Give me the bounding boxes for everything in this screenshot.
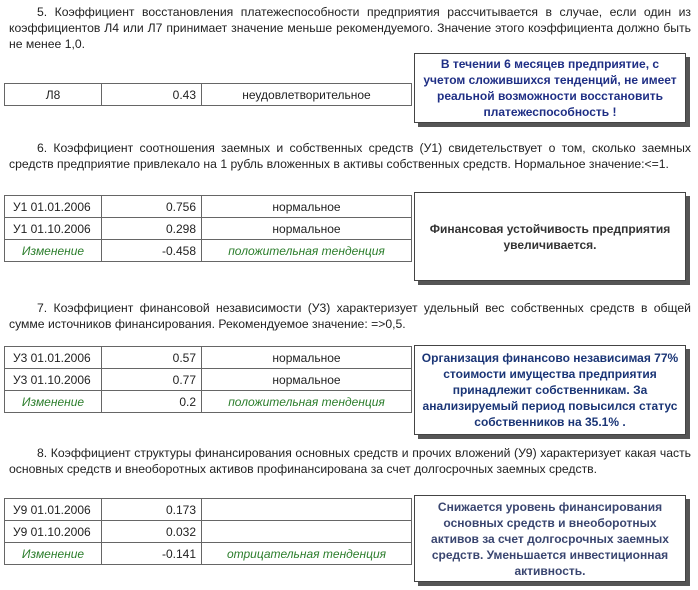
section-5-text <box>9 4 691 52</box>
row-value: 0.756 <box>102 196 202 218</box>
row-label: У9 01.01.2006 <box>5 499 102 521</box>
row-label: У3 01.10.2006 <box>5 369 102 391</box>
row-status: нормальное <box>202 347 412 369</box>
row-value: 0.43 <box>102 84 202 106</box>
row-value: -0.458 <box>102 240 202 262</box>
row-status <box>202 499 412 521</box>
section-7-text-content: 7. Коэффициент финансовой независимости (У3) характеризует удельный вес собственных средств в общей сумме источников финансирования. Рекомендуемое значение: =>0,5. <box>9 301 691 331</box>
row-value: 0.298 <box>102 218 202 240</box>
row-status: неудовлетворительное <box>202 84 412 106</box>
row-value: 0.173 <box>102 499 202 521</box>
u9-table <box>4 498 412 565</box>
section-7-note: Организация финансово независимая 77% стоимости имущества предприятия принадлежит собственникам. За анализируемый период повысился статус собственников на 35.1% . <box>421 351 679 429</box>
section-6-note-box <box>414 192 686 281</box>
row-value: 0.57 <box>102 347 202 369</box>
table-row <box>5 499 412 521</box>
row-value: 0.032 <box>102 521 202 543</box>
row-label: У9 01.10.2006 <box>5 521 102 543</box>
table-row <box>5 521 412 543</box>
row-value: 0.77 <box>102 369 202 391</box>
section-8-text <box>9 445 691 477</box>
section-7-note-box <box>414 345 686 435</box>
table-row <box>5 369 412 391</box>
section-8-text-content: 8. Коэффициент структуры финансирования основных средств и прочих вложений (У9) характеризует какая часть основных средств и внеоборотных активов профинансирована за счет долгосрочных заемных средств. <box>9 446 691 476</box>
table-row <box>5 347 412 369</box>
row-status <box>202 521 412 543</box>
row-status: нормальное <box>202 218 412 240</box>
u3-table <box>4 346 412 413</box>
row-value: 0.2 <box>102 391 202 413</box>
section-8-note: Снижается уровень финансирования основных средств и внеоборотных активов за счет долгосрочных заемных средств. Уменьшается инвестиционная активность. <box>431 499 669 578</box>
table-row <box>5 391 412 413</box>
table-row <box>5 196 412 218</box>
row-label: Изменение <box>5 543 102 565</box>
row-status: нормальное <box>202 196 412 218</box>
row-label: У1 01.01.2006 <box>5 196 102 218</box>
row-label: Изменение <box>5 240 102 262</box>
row-label: Изменение <box>5 391 102 413</box>
row-value: -0.141 <box>102 543 202 565</box>
section-5-text-content: 5. Коэффициент восстановления платежеспособности предприятия рассчитывается в случае, если один из коэффициентов Л4 или Л7 принимает значение меньше рекомендуемого. Значение этого коэффициента должно быть не менее 1,0. <box>9 5 691 51</box>
section-7-text <box>9 300 691 332</box>
table-row <box>5 218 412 240</box>
section-6-text <box>9 140 691 172</box>
row-label: У1 01.10.2006 <box>5 218 102 240</box>
row-status: нормальное <box>202 369 412 391</box>
row-label: У3 01.01.2006 <box>5 347 102 369</box>
l8-table <box>4 83 412 106</box>
row-label: Л8 <box>5 84 102 106</box>
section-6-note: Финансовая устойчивость предприятия увеличивается. <box>429 221 671 252</box>
u1-table <box>4 195 412 262</box>
row-status: положительная тенденция <box>202 391 412 413</box>
table-row <box>5 240 412 262</box>
table-row <box>5 543 412 565</box>
section-6-text-content: 6. Коэффициент соотношения заемных и собственных средств (У1) свидетельствует о том, сколько заемных средств предприятие привлекало на 1 рубль вложенных в активы собственных средств. Нормальное значение:<=1. <box>9 141 691 171</box>
row-status: отрицательная тенденция <box>202 543 412 565</box>
section-5-note: В течении 6 месяцев предприятие, с учетом сложившихся тенденций, не имеет реальной возможности восстановить платежеспособность ! <box>423 57 677 119</box>
table-row <box>5 84 412 106</box>
section-5-note-box <box>414 53 686 123</box>
section-8-note-box <box>414 495 686 582</box>
row-status: положительная тенденция <box>202 240 412 262</box>
